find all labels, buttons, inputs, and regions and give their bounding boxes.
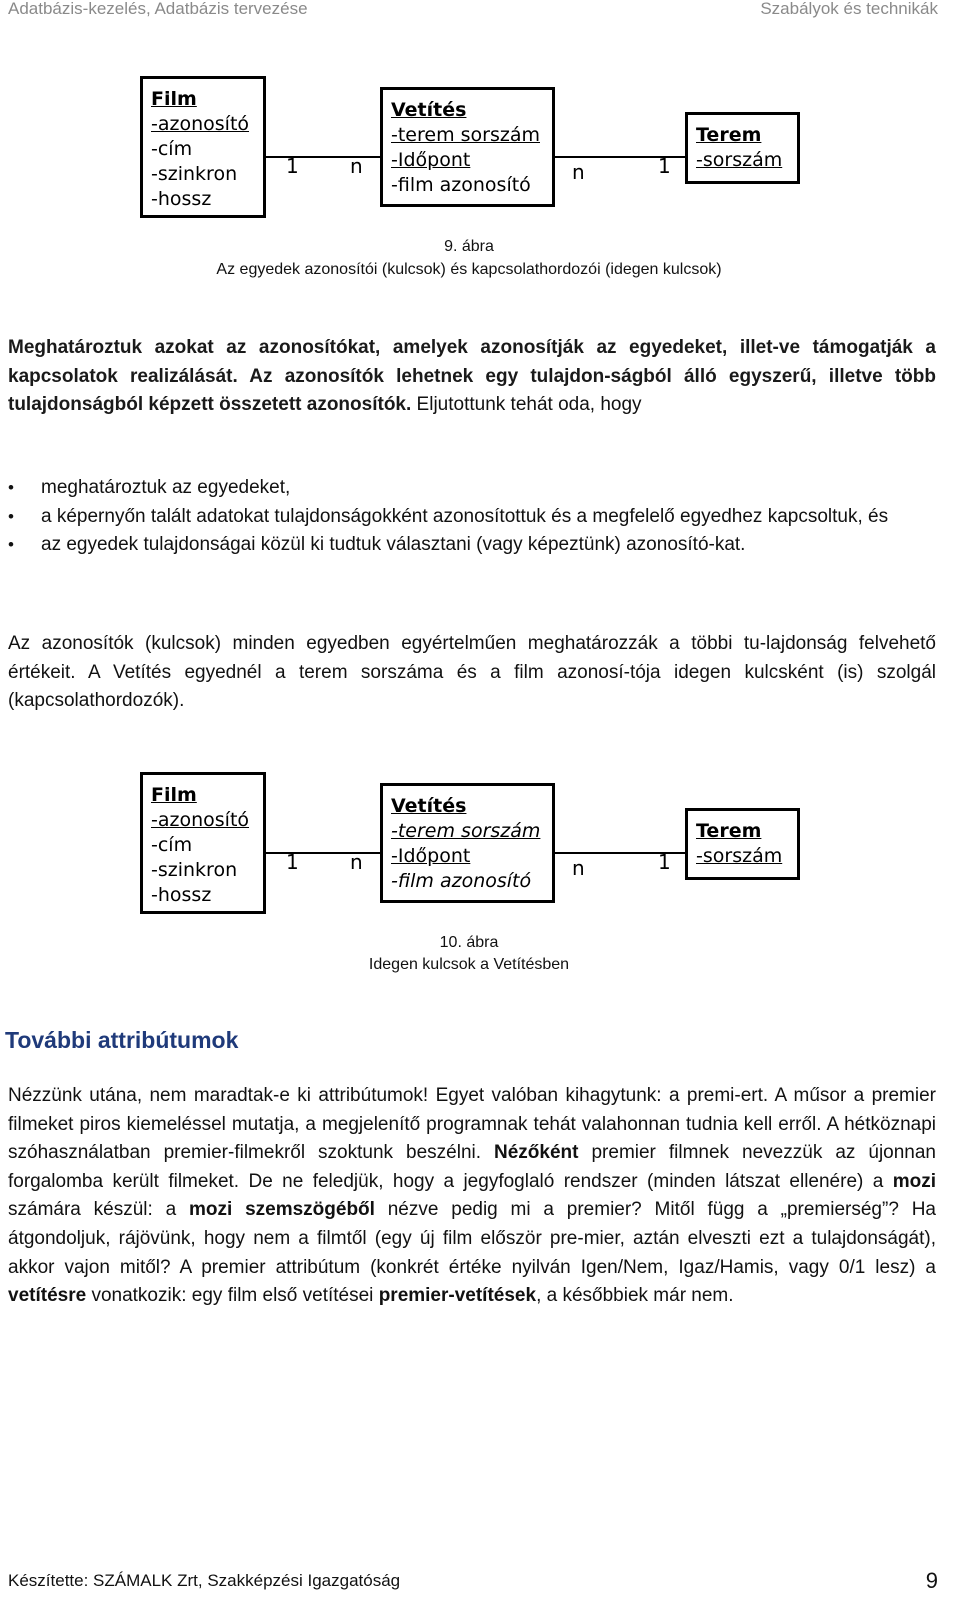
paragraph-premier (8, 1082, 936, 1311)
entity-vetites (380, 87, 555, 207)
paragraph-keys: Az azonosítók (kulcsok) minden egyedben egyértelműen meghatározzák a többi tu-lajdonság felvehető értékeit. A Vetítés egyednél a terem sorszáma és a film azonosí-tója idegen kulcsként (is) szolgál (kapcsolathordozók). (8, 633, 936, 712)
bold-run: mozi (892, 1170, 936, 1192)
figure-10-caption-number: 10. ábra (439, 934, 499, 951)
entity-vetites-title: Vetítés (391, 795, 467, 817)
entity-film-attr: -cím (151, 138, 193, 160)
figure-9-caption-number: 9. ábra (444, 238, 494, 255)
text-run: premier filmnek nevezzük az újonnan forgalomba került filmeket. De ne feledjük, hogy a jegyfoglaló rendszer (minden látszat ellenére) a (8, 1142, 936, 1192)
entity-film (140, 772, 266, 914)
figure-9-caption-text: Az egyedek azonosítói (kulcsok) és kapcsolathordozói (idegen kulcsok) (216, 261, 722, 278)
entity-film-attr: -szinkron (151, 859, 238, 881)
entity-film-attr: -szinkron (151, 163, 238, 185)
text-run: számára készül: a (8, 1199, 189, 1221)
entity-terem-title: Terem (696, 124, 762, 146)
entity-film-title: Film (151, 784, 197, 806)
cardinality: 1 (658, 850, 671, 874)
entity-film-attr: -cím (151, 834, 193, 856)
entity-terem-title: Terem (696, 820, 762, 842)
cardinality: n (350, 850, 363, 874)
entity-vetites-attr: -terem sorszám (391, 124, 540, 146)
entity-terem-attr: -sorszám (696, 149, 783, 171)
header-right: Szabályok és technikák (760, 0, 938, 18)
entity-vetites-attr: -Időpont (391, 845, 471, 867)
figure-9-diagram (140, 76, 800, 228)
cardinality: n (350, 154, 363, 178)
cardinality: 1 (286, 154, 299, 178)
entity-vetites-attr: -film azonosító (391, 174, 531, 196)
entity-vetites-attr: -terem sorszám (391, 820, 541, 842)
entity-terem (685, 808, 800, 880)
entity-film-title: Film (151, 88, 197, 110)
header-left: Adatbázis-kezelés, Adatbázis tervezése (8, 0, 308, 18)
figure-10-diagram (140, 772, 800, 924)
list-item: • a képernyőn talált adatokat tulajdonságokként azonosítottuk és a megfelelő egyedhez kapcsoltuk, és (8, 503, 936, 532)
cardinality: n (572, 160, 585, 184)
text-run: , a későbbiek már nem. (536, 1285, 734, 1307)
entity-vetites-title: Vetítés (391, 99, 467, 121)
page-number: 9 (925, 1568, 938, 1593)
bold-run: premier-vetítések (378, 1285, 537, 1307)
section-title: További attribútumok (5, 1027, 239, 1053)
entity-film (140, 76, 266, 218)
relation-line-film-vetites (266, 156, 380, 158)
figure-10-caption-text: Idegen kulcsok a Vetítésben (368, 956, 570, 973)
list-item: • meghatároztuk az egyedeket, (8, 474, 936, 503)
bullet-list (8, 474, 936, 560)
paragraph-identifiers (8, 334, 936, 420)
text-run: vonatkozik: egy film első vetítései (86, 1285, 379, 1307)
entity-film-attr: -hossz (151, 884, 212, 906)
list-item: • az egyedek tulajdonságai közül ki tudtuk választani (vagy képeztünk) azonosító-kat. (8, 531, 936, 560)
bold-run: vetítésre (8, 1285, 87, 1307)
cardinality: 1 (658, 154, 671, 178)
entity-vetites-attr: -Időpont (391, 149, 471, 171)
text-run: Nézzünk utána, nem maradtak-e ki attribútumok! Egyet valóban kihagytunk: a premi-ert. A műsor a premier filmeket piros kiemeléssel mutatja, a megjelenítő programnak tehát valahonnan tudnia kell erről. A hétköznapi szóhasználatban premier-filmekről szoktunk beszélni. (8, 1085, 936, 1164)
entity-film-attr: -azonosító (151, 809, 250, 831)
entity-vetites (380, 783, 555, 903)
text-run: nézve pedig mi a premier? Mitől függ a „premierség”? Ha átgondoljuk, rájövünk, hogy nem a filmtől (egy új film először pre-mier, aztán elveszti ezt a tulajdonságát), akkor vajon mitől? A premier attribútum (konkrét értéke nyilván Igen/Nem, Igaz/Hamis, vagy 0/1 lesz) a (8, 1199, 936, 1278)
entity-terem-attr: -sorszám (696, 845, 783, 867)
footer-text: Készítette: SZÁMALK Zrt, Szakképzési Igazgatóság (8, 1571, 401, 1590)
entity-terem (685, 112, 800, 184)
entity-vetites-attr: -film azonosító (391, 870, 532, 892)
entity-film-attr: -azonosító (151, 113, 250, 135)
bold-run: mozi szemszögéből (188, 1199, 375, 1221)
bold-run: Nézőként (494, 1142, 579, 1164)
paragraph-text: Eljutottunk tehát oda, hogy (411, 394, 642, 416)
cardinality: n (572, 856, 585, 880)
cardinality: 1 (286, 850, 299, 874)
paragraph-bold-text: Meghatároztuk azokat az azonosítókat, amelyek azonosítják az egyedeket, illet-ve támogatják a kapcsolatok realizálását. Az azonosítók lehetnek egy tulajdon-ságból álló egyszerű, illetve több tulajdonságból képzett összetett azonosítók. (8, 337, 936, 416)
relation-line-film-vetites (266, 852, 380, 854)
entity-film-attr: -hossz (151, 188, 212, 210)
